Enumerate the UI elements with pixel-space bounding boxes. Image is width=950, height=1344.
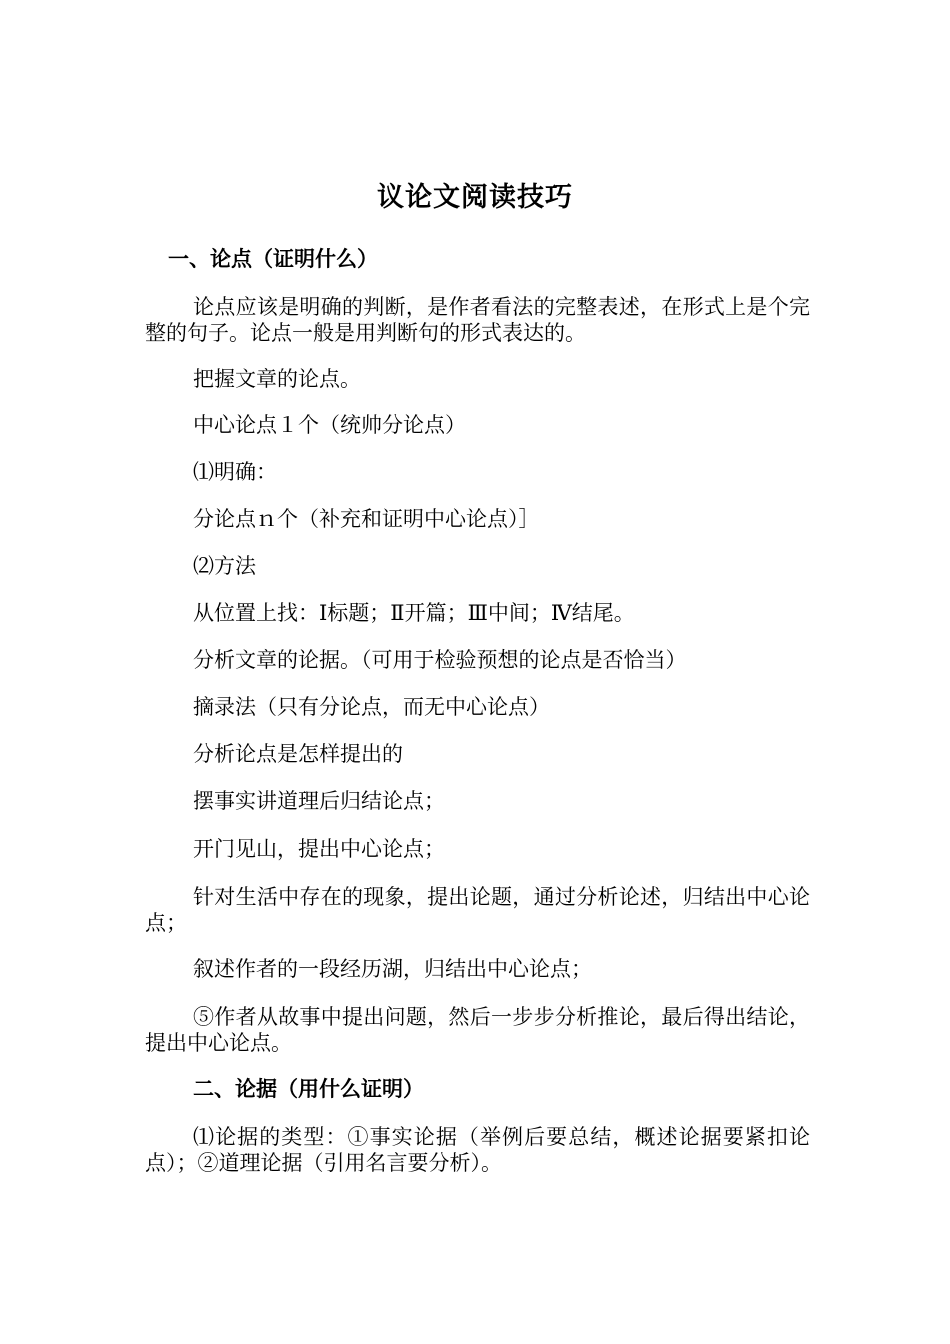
text-line-analyze-evidence: 分析文章的论据。（可用于检验预想的论点是否恰当） [193,648,687,672]
text-line-grasp-argument: 把握文章的论点。 [193,367,361,391]
text-line-facts-reasoning: 摆事实讲道理后归结论点； [193,789,445,813]
text-line-straight-to-point: 开门见山，提出中心论点； [193,837,445,861]
section-heading-evidence: 二、论据（用什么证明） [193,1077,424,1101]
page-title: 议论文阅读技巧 [377,182,573,213]
section-heading-arguments: 一、论点（证明什么） [168,247,378,271]
paragraph-story-reasoning: ⑤作者从故事中提出问题，然后一步步分析推论，最后得出结论，提出中心论点。 [145,1005,810,1055]
text-line-experience: 叙述作者的一段经历湖，归结出中心论点； [193,957,592,981]
text-line-position: 从位置上找：Ⅰ标题；Ⅱ开篇；Ⅲ中间；Ⅳ结尾。 [193,601,635,625]
paragraph-argument-definition: 论点应该是明确的判断，是作者看法的完整表述，在形式上是个完整的句子。论点一般是用判断句的形式表达的。 [145,295,810,345]
text-line-sub-arguments: 分论点ｎ个（补充和证明中心论点）］ [193,507,540,531]
text-line-central-argument: 中心论点１个（统帅分论点） [193,413,466,437]
text-line-excerpt-method: 摘录法（只有分论点，而无中心论点） [193,695,550,719]
paragraph-phenomenon: 针对生活中存在的现象，提出论题，通过分析论述，归结出中心论点； [145,885,810,935]
text-line-method: ⑵方法 [193,554,256,578]
paragraph-evidence-types: ⑴论据的类型：①事实论据（举例后要总结，概述论据要紧扣论点）；②道理论据（引用名言要分析）。 [145,1125,810,1175]
text-line-how-presented: 分析论点是怎样提出的 [193,742,403,766]
text-line-clear: ⑴明确： [193,460,277,484]
